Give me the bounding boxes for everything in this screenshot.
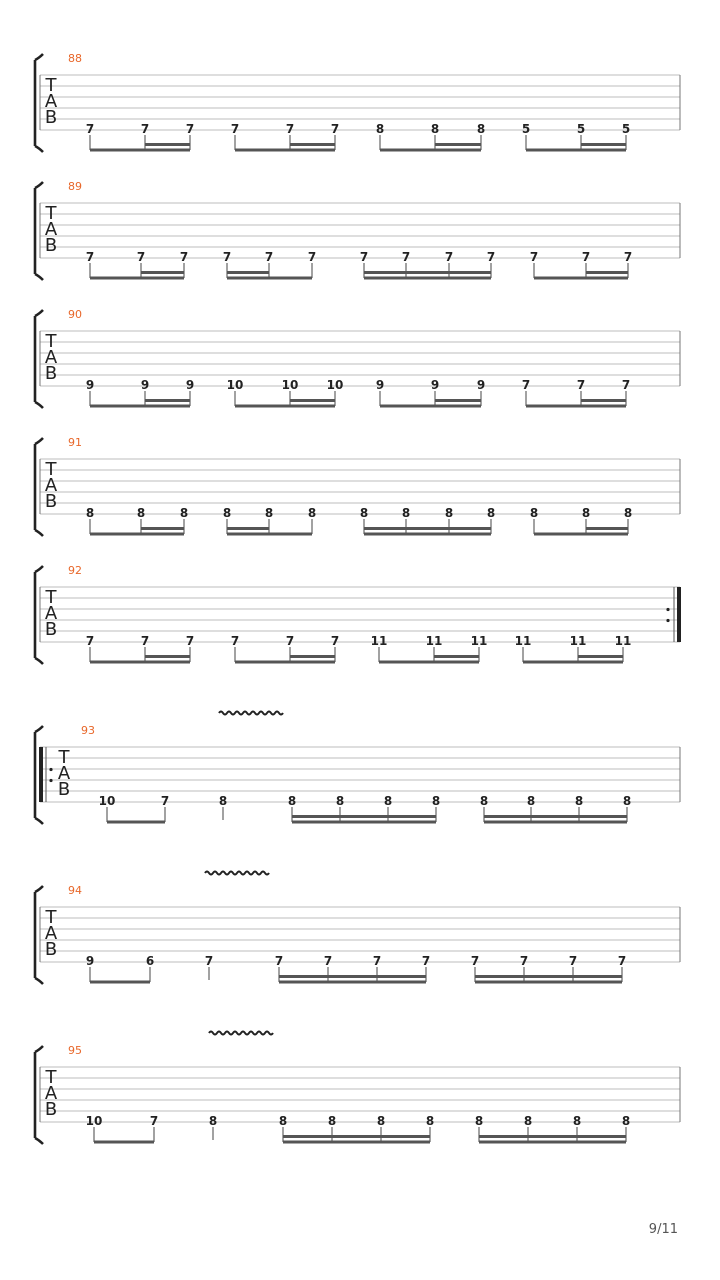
fret-number: 11: [370, 634, 388, 648]
beam-primary: [90, 277, 184, 280]
fret-number: 8: [623, 506, 633, 520]
beam-primary: [90, 981, 150, 984]
fret-number: 7: [274, 954, 284, 968]
fret-number: 10: [98, 794, 116, 808]
beam-primary: [523, 661, 623, 664]
fret-number: 8: [136, 506, 146, 520]
tab-system: [35, 712, 680, 825]
fret-number: 7: [204, 954, 214, 968]
fret-number: 7: [160, 794, 170, 808]
tab-clef-letter: T: [45, 459, 57, 480]
fret-number: 5: [521, 122, 531, 136]
beam-primary: [292, 821, 436, 824]
fret-number: 7: [307, 250, 317, 264]
fret-number: 8: [85, 506, 95, 520]
tab-clef-letter: T: [45, 907, 57, 928]
tab-clef-letter: A: [44, 923, 58, 944]
tab-system: [35, 308, 680, 408]
beam-primary: [90, 405, 190, 408]
fret-number: 8: [307, 506, 317, 520]
fret-number: 9: [430, 378, 440, 392]
beam-secondary: [586, 527, 628, 530]
fret-number: 7: [85, 634, 95, 648]
fret-number: 8: [581, 506, 591, 520]
fret-number: 9: [85, 954, 95, 968]
fret-number: 8: [622, 794, 632, 808]
fret-number: 9: [476, 378, 486, 392]
system-bracket: [35, 886, 43, 984]
fret-number: 7: [230, 634, 240, 648]
beam-primary: [380, 405, 481, 408]
tab-clef-letter: T: [45, 587, 57, 608]
tab-clef-letter: A: [44, 91, 58, 112]
tab-clef-letter: T: [45, 331, 57, 352]
fret-number: 5: [621, 122, 631, 136]
tab-clef-letter: T: [58, 747, 70, 768]
vibrato-mark: [209, 1032, 273, 1035]
beam-secondary: [479, 1135, 626, 1138]
fret-number: 8: [572, 1114, 582, 1128]
fret-number: 10: [281, 378, 299, 392]
bar-number: 88: [68, 52, 82, 65]
fret-number: 6: [145, 954, 155, 968]
fret-number: 11: [425, 634, 443, 648]
repeat-thick-line: [39, 747, 43, 802]
fret-number: 7: [576, 378, 586, 392]
fret-number: 7: [621, 378, 631, 392]
repeat-dot: [49, 768, 52, 771]
bar-number: 89: [68, 180, 82, 193]
tab-clef-letter: A: [44, 475, 58, 496]
tab-clef-letter: B: [44, 235, 58, 256]
beam-secondary: [279, 975, 426, 978]
fret-number: 5: [576, 122, 586, 136]
beam-secondary: [475, 975, 622, 978]
page-number: 9/11: [648, 1222, 678, 1237]
system-bracket: [35, 1046, 43, 1144]
fret-number: 7: [185, 122, 195, 136]
tab-clef-letter: A: [44, 1083, 58, 1104]
beam-secondary: [578, 655, 623, 658]
fret-number: 9: [185, 378, 195, 392]
fret-number: 7: [323, 954, 333, 968]
beam-secondary: [364, 527, 491, 530]
beam-secondary: [290, 399, 335, 402]
tab-clef-letter: T: [45, 1067, 57, 1088]
fret-number: 9: [375, 378, 385, 392]
fret-number: 7: [136, 250, 146, 264]
fret-number: 7: [401, 250, 411, 264]
fret-number: 8: [375, 122, 385, 136]
fret-number: 7: [140, 122, 150, 136]
beam-primary: [90, 533, 184, 536]
fret-number: 10: [326, 378, 344, 392]
beam-primary: [484, 821, 627, 824]
fret-number: 7: [185, 634, 195, 648]
beam-primary: [379, 661, 479, 664]
beam-primary: [235, 405, 335, 408]
fret-number: 7: [421, 954, 431, 968]
beam-primary: [227, 533, 312, 536]
fret-number: 7: [359, 250, 369, 264]
beam-secondary: [586, 271, 628, 274]
fret-number: 7: [444, 250, 454, 264]
fret-number: 8: [476, 122, 486, 136]
fret-number: 8: [287, 794, 297, 808]
fret-number: 7: [330, 634, 340, 648]
tab-clef-letter: B: [44, 1099, 58, 1120]
fret-number: 10: [85, 1114, 103, 1128]
tab-clef-letter: B: [44, 939, 58, 960]
beam-secondary: [435, 143, 481, 146]
beam-primary: [475, 981, 622, 984]
repeat-thick-line: [677, 587, 681, 642]
system-bracket: [35, 438, 43, 536]
fret-number: 8: [376, 1114, 386, 1128]
beam-secondary: [145, 143, 190, 146]
beam-secondary: [145, 399, 190, 402]
fret-number: 8: [430, 122, 440, 136]
beam-primary: [107, 821, 165, 824]
fret-number: 7: [330, 122, 340, 136]
beam-secondary: [283, 1135, 430, 1138]
fret-number: 8: [179, 506, 189, 520]
fret-number: 8: [444, 506, 454, 520]
system-bracket: [35, 310, 43, 408]
fret-number: 8: [523, 1114, 533, 1128]
fret-number: 8: [383, 794, 393, 808]
tab-clef-letter: B: [44, 107, 58, 128]
fret-number: 11: [569, 634, 587, 648]
fret-number: 7: [222, 250, 232, 264]
beam-primary: [235, 661, 335, 664]
fret-number: 8: [327, 1114, 337, 1128]
bar-number: 92: [68, 564, 82, 577]
bar-number: 94: [68, 884, 82, 897]
fret-number: 8: [222, 506, 232, 520]
fret-number: 8: [526, 794, 536, 808]
fret-number: 8: [359, 506, 369, 520]
tab-system: [35, 436, 680, 536]
beam-primary: [94, 1141, 154, 1144]
repeat-dot: [49, 779, 52, 782]
fret-number: 7: [617, 954, 627, 968]
beam-secondary: [581, 143, 626, 146]
beam-secondary: [145, 655, 190, 658]
fret-number: 7: [149, 1114, 159, 1128]
tab-clef-letter: A: [57, 763, 71, 784]
fret-number: 11: [614, 634, 632, 648]
beam-primary: [364, 533, 491, 536]
fret-number: 7: [529, 250, 539, 264]
vibrato-mark: [219, 712, 283, 715]
fret-number: 8: [574, 794, 584, 808]
fret-number: 8: [208, 1114, 218, 1128]
bar-number: 93: [81, 724, 95, 737]
beam-primary: [380, 149, 481, 152]
tab-system: [35, 872, 680, 985]
fret-number: 8: [431, 794, 441, 808]
fret-number: 8: [401, 506, 411, 520]
beam-primary: [526, 149, 626, 152]
fret-number: 8: [335, 794, 345, 808]
fret-number: 7: [85, 250, 95, 264]
beam-secondary: [484, 815, 627, 818]
fret-number: 7: [470, 954, 480, 968]
tab-system: [35, 180, 680, 280]
fret-number: 7: [140, 634, 150, 648]
beam-primary: [534, 533, 628, 536]
repeat-dot: [666, 619, 669, 622]
fret-number: 8: [264, 506, 274, 520]
fret-number: 7: [486, 250, 496, 264]
beam-secondary: [435, 399, 481, 402]
fret-number: 8: [486, 506, 496, 520]
tab-clef-letter: B: [44, 491, 58, 512]
vibrato-mark: [205, 872, 269, 875]
fret-number: 7: [230, 122, 240, 136]
beam-primary: [364, 277, 491, 280]
fret-number: 8: [218, 794, 228, 808]
fret-number: 7: [285, 122, 295, 136]
fret-number: 8: [479, 794, 489, 808]
beam-primary: [279, 981, 426, 984]
beam-secondary: [141, 527, 184, 530]
fret-number: 7: [568, 954, 578, 968]
beam-primary: [479, 1141, 626, 1144]
fret-number: 11: [514, 634, 532, 648]
tab-clef-letter: B: [44, 619, 58, 640]
fret-number: 9: [140, 378, 150, 392]
beam-primary: [227, 277, 312, 280]
beam-secondary: [292, 815, 436, 818]
fret-number: 7: [85, 122, 95, 136]
tab-clef-letter: A: [44, 603, 58, 624]
bar-number: 90: [68, 308, 82, 321]
system-bracket: [35, 566, 43, 664]
beam-secondary: [227, 527, 269, 530]
beam-primary: [90, 149, 190, 152]
beam-primary: [526, 405, 626, 408]
beam-secondary: [290, 143, 335, 146]
fret-number: 7: [179, 250, 189, 264]
fret-number: 8: [474, 1114, 484, 1128]
beam-secondary: [141, 271, 184, 274]
beam-secondary: [290, 655, 335, 658]
tab-system: [35, 52, 680, 152]
system-bracket: [35, 54, 43, 152]
repeat-dot: [666, 608, 669, 611]
beam-secondary: [364, 271, 491, 274]
beam-secondary: [581, 399, 626, 402]
bar-number: 95: [68, 1044, 82, 1057]
fret-number: 7: [581, 250, 591, 264]
beam-primary: [235, 149, 335, 152]
beam-secondary: [434, 655, 479, 658]
tab-clef-letter: A: [44, 219, 58, 240]
fret-number: 7: [372, 954, 382, 968]
fret-number: 8: [529, 506, 539, 520]
fret-number: 10: [226, 378, 244, 392]
fret-number: 9: [85, 378, 95, 392]
fret-number: 11: [470, 634, 488, 648]
fret-number: 8: [621, 1114, 631, 1128]
fret-number: 8: [425, 1114, 435, 1128]
tab-system: [35, 1032, 680, 1145]
beam-primary: [90, 661, 190, 664]
beam-secondary: [227, 271, 269, 274]
tab-clef-letter: T: [45, 203, 57, 224]
tab-clef-letter: T: [45, 75, 57, 96]
system-bracket: [35, 182, 43, 280]
fret-number: 7: [285, 634, 295, 648]
fret-number: 7: [623, 250, 633, 264]
beam-primary: [283, 1141, 430, 1144]
fret-number: 7: [264, 250, 274, 264]
fret-number: 7: [521, 378, 531, 392]
tab-clef-letter: B: [57, 779, 71, 800]
tab-clef-letter: B: [44, 363, 58, 384]
tab-clef-letter: A: [44, 347, 58, 368]
tab-system: [35, 564, 681, 664]
fret-number: 7: [519, 954, 529, 968]
bar-number: 91: [68, 436, 82, 449]
fret-number: 8: [278, 1114, 288, 1128]
beam-primary: [534, 277, 628, 280]
